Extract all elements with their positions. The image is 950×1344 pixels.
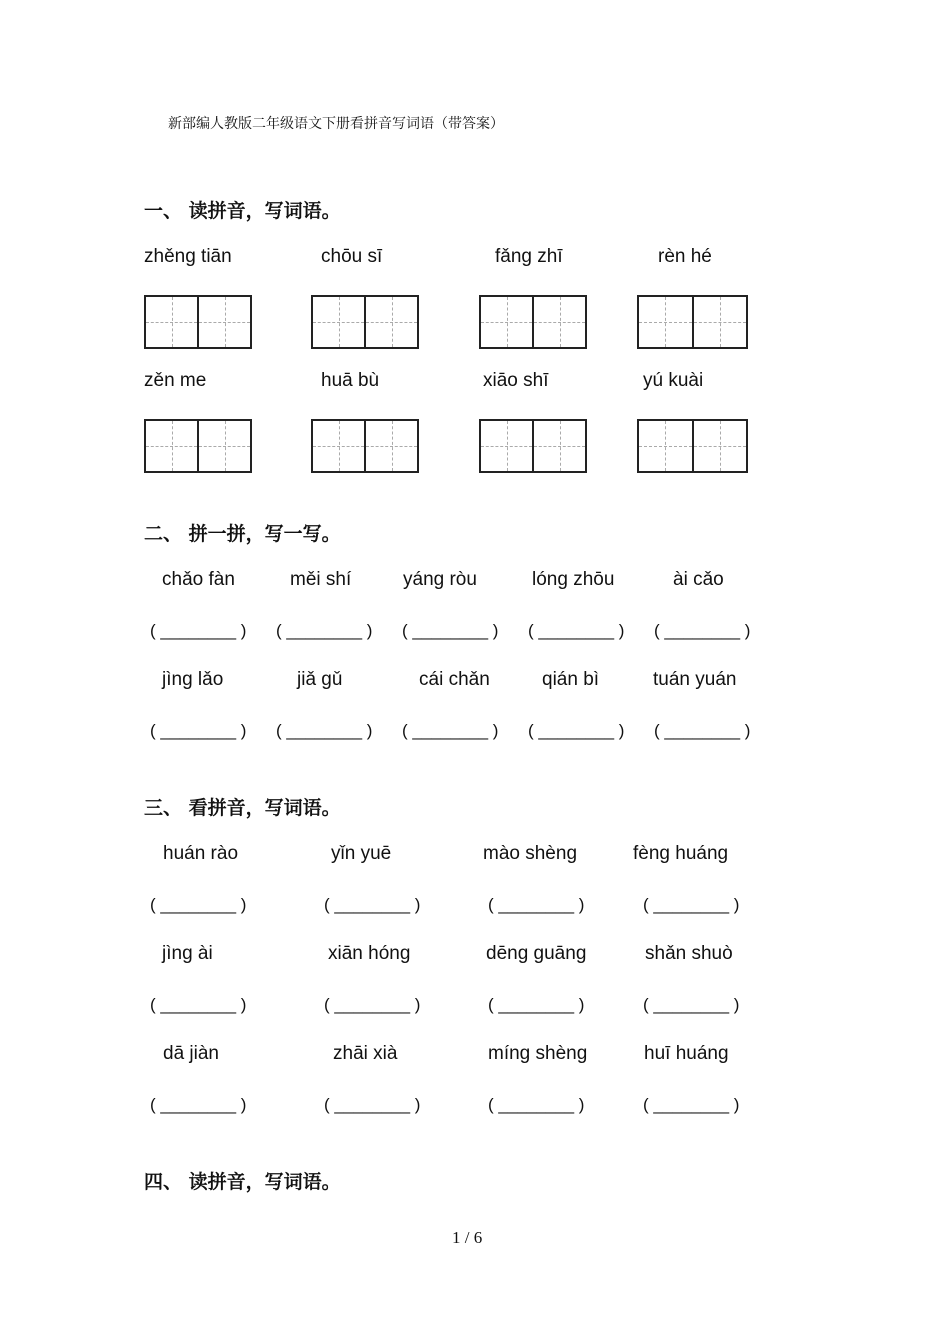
pinyin-2-8: cái chǎn	[419, 669, 490, 690]
pinyin-2-4: lóng zhōu	[532, 569, 615, 590]
pinyin-2-7: jiǎ gǔ	[297, 669, 343, 690]
document-title: 新部编人教版二年级语文下册看拼音写词语（带答案）	[168, 116, 504, 132]
writing-grid[interactable]	[637, 295, 748, 349]
pinyin-3-3: mào shèng	[483, 843, 578, 864]
pinyin-3-6: xiān hóng	[328, 943, 411, 964]
answer-blank[interactable]: ( ________ )	[276, 721, 373, 740]
pinyin-1-1: zhěng tiān	[144, 246, 232, 267]
writing-grid[interactable]	[311, 295, 419, 349]
answer-blank[interactable]: ( ________ )	[654, 721, 751, 740]
pinyin-3-5: jìng ài	[162, 943, 213, 964]
answer-blank[interactable]: ( ________ )	[324, 995, 421, 1014]
pinyin-3-9: dā jiàn	[163, 1043, 219, 1064]
pinyin-2-5: ài cǎo	[673, 569, 724, 590]
pinyin-2-1: chǎo fàn	[162, 569, 235, 590]
pinyin-3-4: fèng huáng	[633, 843, 729, 864]
answer-blank[interactable]: ( ________ )	[150, 1095, 247, 1114]
answer-blank[interactable]: ( ________ )	[488, 895, 585, 914]
section-3-heading: 三、 看拼音，写词语。	[144, 797, 341, 819]
answer-blank[interactable]: ( ________ )	[402, 721, 499, 740]
pinyin-3-11: míng shèng	[488, 1043, 588, 1064]
answer-blank[interactable]: ( ________ )	[643, 895, 740, 914]
section-2-heading: 二、 拼一拼，写一写。	[144, 523, 341, 545]
pinyin-1-4: rèn hé	[658, 246, 712, 267]
pinyin-1-5: zěn me	[144, 370, 207, 391]
answer-blank[interactable]: ( ________ )	[654, 621, 751, 640]
pinyin-1-2: chōu sī	[321, 246, 383, 267]
pinyin-2-9: qián bì	[542, 669, 600, 690]
pinyin-2-2: měi shí	[290, 569, 352, 590]
answer-blank[interactable]: ( ________ )	[324, 895, 421, 914]
answer-blank[interactable]: ( ________ )	[643, 1095, 740, 1114]
answer-blank[interactable]: ( ________ )	[150, 895, 247, 914]
pinyin-1-3: fǎng zhī	[495, 246, 563, 267]
pinyin-3-7: dēng guāng	[486, 943, 587, 964]
pinyin-3-1: huán rào	[163, 843, 239, 864]
section-1-heading: 一、 读拼音，写词语。	[144, 200, 341, 222]
writing-grid[interactable]	[479, 295, 587, 349]
pinyin-1-8: yú kuài	[643, 370, 704, 391]
writing-grid[interactable]	[144, 295, 252, 349]
page-number: 1 / 6	[452, 1228, 483, 1247]
pinyin-3-8: shǎn shuò	[645, 943, 733, 964]
answer-blank[interactable]: ( ________ )	[150, 995, 247, 1014]
answer-blank[interactable]: ( ________ )	[402, 621, 499, 640]
section-4-heading: 四、 读拼音，写词语。	[144, 1171, 341, 1193]
answer-blank[interactable]: ( ________ )	[528, 621, 625, 640]
answer-blank[interactable]: ( ________ )	[276, 621, 373, 640]
pinyin-2-6: jìng lǎo	[162, 669, 224, 690]
answer-blank[interactable]: ( ________ )	[150, 721, 247, 740]
answer-blank[interactable]: ( ________ )	[528, 721, 625, 740]
answer-blank[interactable]: ( ________ )	[150, 621, 247, 640]
writing-grid[interactable]	[637, 419, 748, 473]
pinyin-2-3: yáng ròu	[403, 569, 477, 590]
pinyin-3-12: huī huáng	[644, 1043, 729, 1064]
writing-grid[interactable]	[311, 419, 419, 473]
pinyin-3-10: zhāi xià	[333, 1043, 398, 1064]
answer-blank[interactable]: ( ________ )	[643, 995, 740, 1014]
answer-blank[interactable]: ( ________ )	[488, 1095, 585, 1114]
pinyin-1-6: huā bù	[321, 370, 380, 391]
pinyin-3-2: yǐn yuē	[331, 843, 392, 864]
pinyin-1-7: xiāo shī	[483, 370, 549, 391]
pinyin-2-10: tuán yuán	[653, 669, 737, 690]
answer-blank[interactable]: ( ________ )	[324, 1095, 421, 1114]
writing-grid[interactable]	[144, 419, 252, 473]
answer-blank[interactable]: ( ________ )	[488, 995, 585, 1014]
writing-grid[interactable]	[479, 419, 587, 473]
